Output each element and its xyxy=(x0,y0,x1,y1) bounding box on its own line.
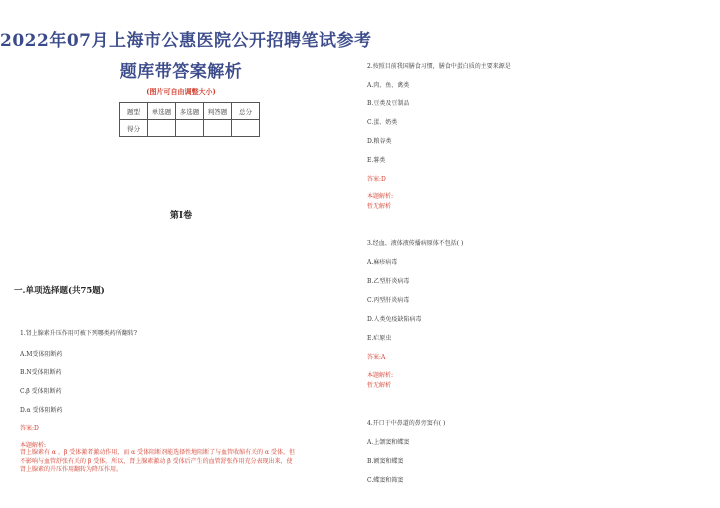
q1-option-a: A.M受体阻断药 xyxy=(20,351,63,358)
score-row-label: 得分 xyxy=(120,120,148,137)
q1-explanation-line: 不影响与血管舒张有关的 β 受体。所以，肾上腺素激动 β 受体后产生的血管舒张作用充分表现出来，使 xyxy=(20,457,293,465)
q1-option-d: D.α 受体阻断药 xyxy=(20,407,63,414)
score-table-score-row xyxy=(120,120,260,137)
section-heading: 一.单项选择题(共75题) xyxy=(14,286,105,296)
q4-option-c: C.蝶窦和筛窦 xyxy=(367,477,404,484)
volume-heading: 第I卷 xyxy=(169,211,193,221)
q1-stem: 1.肾上腺素升压作用可被下列哪类药所翻转? xyxy=(20,330,137,337)
score-header-multi: 多选题 xyxy=(176,103,204,120)
document-title-line1: 2022年07月上海市公惠医院公开招聘笔试参考 xyxy=(0,31,372,51)
q1-option-c: C.β 受体阻断药 xyxy=(20,388,62,395)
score-cell xyxy=(232,120,260,137)
score-cell xyxy=(148,120,176,137)
q1-option-b: B.N受体阻断药 xyxy=(20,369,62,376)
q2-option-a: A.肉、鱼、禽类 xyxy=(367,82,410,89)
q2-explanation-label: 本题解析: xyxy=(367,193,394,200)
q4-stem: 4.开口于中鼻道的鼻旁窦有( ) xyxy=(367,420,446,427)
q1-explanation-label: 本题解析: xyxy=(20,442,47,449)
q3-option-d: D.人类免疫缺陷病毒 xyxy=(367,316,422,323)
q3-explanation: 暂无解析 xyxy=(367,382,392,389)
image-resize-note: (图片可自由调整大小) xyxy=(146,87,216,96)
score-cell xyxy=(176,120,204,137)
q1-explanation-line: 肾上腺素有 α 、β 受体激者激动作用，而 α 受体阻断剂能选择性地阻断了与血管收缩有关的 α 受体，但 xyxy=(20,449,295,456)
q2-option-e: E.薯类 xyxy=(367,157,386,164)
q3-option-a: A.麻疹病毒 xyxy=(367,259,398,266)
q2-explanation: 暂无解析 xyxy=(367,203,392,210)
q4-option-b: B.额窦和蝶窦 xyxy=(367,458,404,465)
q4-option-a: A.上颌窦和蝶窦 xyxy=(367,439,410,446)
score-header-judge: 判答题 xyxy=(204,103,232,120)
q1-explanation xyxy=(20,449,360,475)
q3-option-c: C.丙型肝炎病毒 xyxy=(367,297,410,304)
q3-answer: 答案:A xyxy=(367,354,386,361)
score-table xyxy=(119,102,260,137)
q2-option-b: B.豆类及豆制品 xyxy=(367,100,410,107)
document-title-line2: 题库带答案解析 xyxy=(119,62,243,82)
q3-option-b: B.乙型肝炎病毒 xyxy=(367,278,410,285)
q2-answer: 答案:D xyxy=(367,176,386,183)
q3-option-e: E.疟原虫 xyxy=(367,335,392,342)
q3-explanation-label: 本题解析: xyxy=(367,372,394,379)
q2-option-c: C.蛋、奶类 xyxy=(367,119,398,126)
q2-stem: 2.按照目前我国膳食习惯，膳食中蛋白质的主要来源是 xyxy=(367,63,511,70)
score-header-type: 题型 xyxy=(120,103,148,120)
q2-option-d: D.粮谷类 xyxy=(367,138,392,145)
q1-explanation-line: 肾上腺素的升压作用翻转为降压作用。 xyxy=(20,466,123,473)
q3-stem: 3.经血、液体液传播病原体不包括( ) xyxy=(367,240,464,247)
score-header-single: 单选题 xyxy=(148,103,176,120)
score-cell xyxy=(204,120,232,137)
score-header-total: 总分 xyxy=(232,103,260,120)
q1-answer: 答案:D xyxy=(20,425,39,432)
score-table-header-row xyxy=(120,103,260,120)
